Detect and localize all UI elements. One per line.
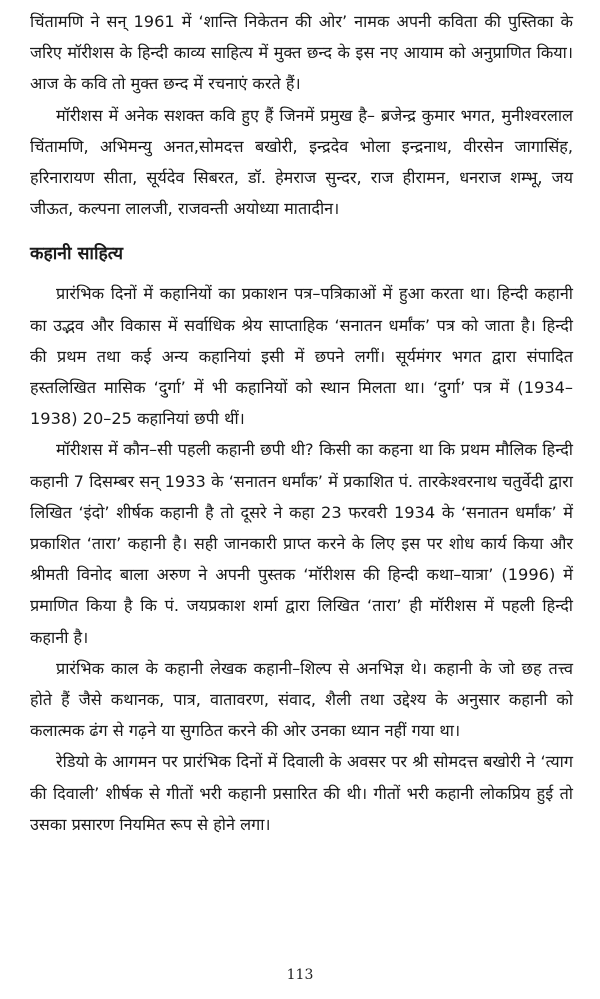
paragraph-radio-stories: रेडियो के आगमन पर प्रारंभिक दिनों में दिवाली के अवसर पर श्री सोमदत्त बखोरी ने ‘त्याग की दिवाली’ शीर्षक से गीतों भरी कहानी प्रसारित की थी। गीतों भरी कहानी लोकप्रिय हुई तो उसका प्रसारण नियमित रूप से होने लगा। (30, 752, 573, 834)
paragraph-story-craft: प्रारंभिक काल के कहानी लेखक कहानी–शिल्प से अनभिज्ञ थे। कहानी के जो छह तत्त्व होते हैं जैसे कथानक, पात्र, वातावरण, संवाद, शैली तथा उद्देश्य के अनुसार कहानी को कलात्मक ढंग से गढ़ने या सुगठित करने की ओर उनका ध्यान नहीं गया था। (30, 658, 573, 741)
section-heading-kahani-sahitya: कहानी साहित्य (30, 244, 124, 265)
paragraph-early-stories: प्रारंभिक दिनों में कहानियों का प्रकाशन पत्र–पत्रिकाओं में हुआ करता था। हिन्दी कहानी का उद्भव और विकास में सर्वाधिक श्रेय साप्ताहिक ‘सनातन धर्मांक’ पत्र को जाता है। हिन्दी की प्रथम तथा कई अन्य कहानियां इसी में छपने लगीं। सूर्यमंगर भगत द्वारा संपादित हस्तलिखित मासिक ‘दुर्गा’ में भी कहानियों को स्थान मिलता था। ‘दुर्गा’ पत्र में (1934–1938) 20–25 कहानियां छपी थीं। (30, 284, 573, 429)
paragraph-chintamani: चिंतामणि ने सन् 1961 में ‘शान्ति निकेतन की ओर’ नामक अपनी कविता की पुस्तिका के जरिए मॉरीशस के हिन्दी काव्य साहित्य में मुक्त छन्द के इस नए आयाम को अनुप्राणित किया। आज के कवि तो मुक्त छन्द में रचनाएं करते हैं। (30, 12, 573, 94)
paragraph-mauritius-poets: मॉरीशस में अनेक सशक्त कवि हुए हैं जिनमें प्रमुख है– ब्रजेन्द्र कुमार भगत, मुनीश्वरलाल चिंतामणि, अभिमन्यु अनत,सोमदत्त बखोरी, इन्द्रदेव भोला इन्द्रनाथ, वीरसेन जागासिंह, हरिनारायण सीता, सूर्यदेव सिबरत, डॉ. हेमराज सुन्दर, राज हीरामन, धनराज शम्भू, जय जीऊत, कल्पना लालजी, राजवन्ती अयोध्या मातादीन। (30, 105, 573, 219)
paragraph-first-story: मॉरीशस में कौन–सी पहली कहानी छपी थी? किसी का कहना था कि प्रथम मौलिक हिन्दी कहानी 7 दिसम्बर सन् 1933 के ‘सनातन धर्मांक’ में प्रकाशित पं. तारकेश्वरनाथ चतुर्वेदी द्वारा लिखित ‘इंदो’ शीर्षक कहानी है तो दूसरे ने कहा 23 फरवरी 1934 के ‘सनातन धर्मांक’ में प्रकाशित ‘तारा’ कहानी है। सही जानकारी प्राप्त करने के लिए इस पर शोध कार्य किया और श्रीमती विनोद बाला अरुण ने अपनी पुस्तक ‘मॉरीशस की हिन्दी कथा–यात्रा’ (1996) में प्रमाणित किया है कि पं. जयप्रकाश शर्मा द्वारा लिखित ‘तारा’ ही मॉरीशस में पहली हिन्दी कहानी है। (30, 440, 573, 647)
page-number: 113 (286, 967, 314, 983)
page-body (30, 6, 573, 840)
